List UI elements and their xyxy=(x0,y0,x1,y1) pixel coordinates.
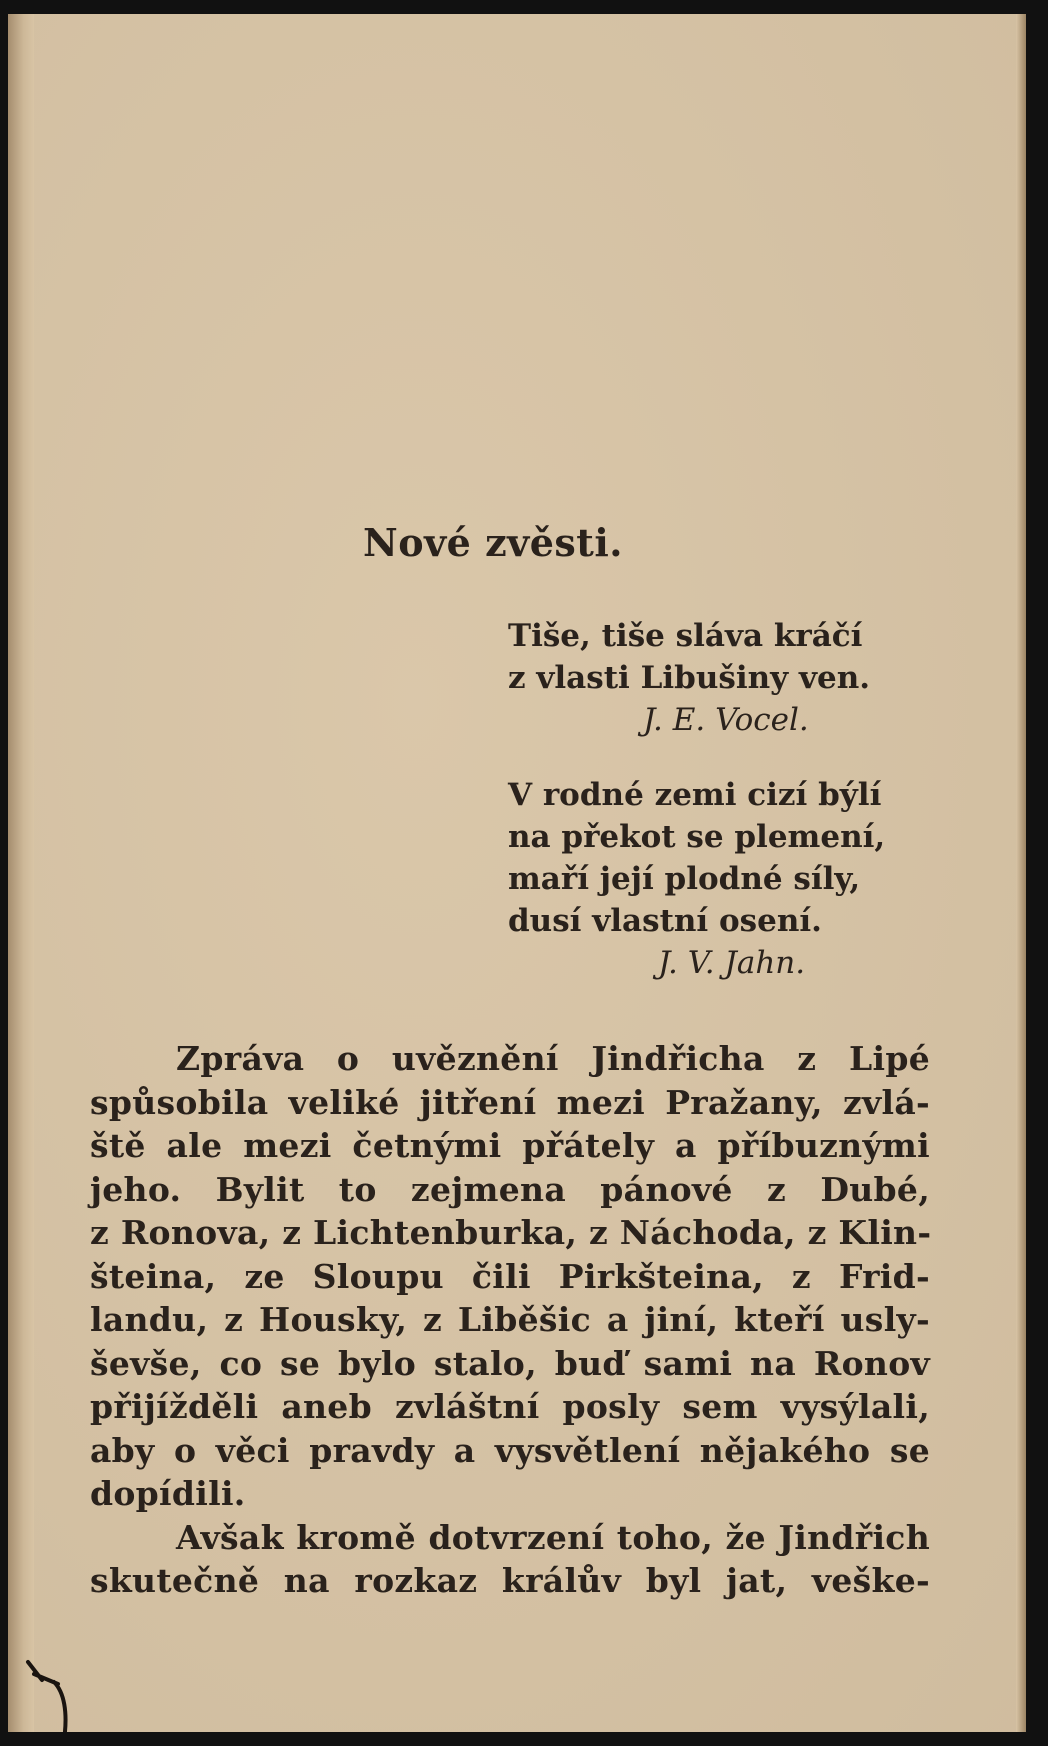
paragraph-line: přijížděli aneb zvláštní posly sem vysýlali, xyxy=(90,1387,930,1426)
page-right-edge xyxy=(1016,14,1026,1732)
paragraph-line: Zpráva o uvěznění Jindřicha z Lipé xyxy=(176,1039,930,1078)
paragraph-line: landu, z Housky, z Liběšic a jiní, kteří usly- xyxy=(90,1300,930,1339)
motto-line: maří její plodné síly, xyxy=(508,861,861,897)
page-binding-edge xyxy=(8,14,34,1732)
motto-vocel xyxy=(508,615,870,741)
paragraph-line: spůsobila veliké jitření mezi Pražany, zvlá- xyxy=(90,1082,930,1122)
motto-line: na překot se plemení, xyxy=(508,819,886,855)
motto-jahn xyxy=(508,774,885,984)
motto-line: Tiše, tiše sláva kráčí xyxy=(508,618,863,654)
paragraph-line: skutečně na rozkaz králův byl jat, veške- xyxy=(90,1561,930,1600)
motto-author: J. V. Jahn. xyxy=(658,945,806,981)
book-page xyxy=(8,14,1026,1732)
paragraph-line: z Ronova, z Lichtenburka, z Náchoda, z Klin- xyxy=(90,1213,932,1252)
motto-author: J. E. Vocel. xyxy=(643,702,809,738)
body-text xyxy=(90,1037,930,1603)
motto-line: z vlasti Libušiny ven. xyxy=(508,660,871,696)
paragraph-line: ševše, co se bylo stalo, buď sami na Ronov xyxy=(90,1343,930,1383)
paragraph-line: šteina, ze Sloupu čili Pirkšteina, z Frid- xyxy=(90,1256,930,1296)
paragraph-line: aby o věci pravdy a vysvětlení nějakého se xyxy=(90,1430,930,1470)
paragraph-line: jeho. Bylit to zejmena pánové z Dubé, xyxy=(90,1169,930,1209)
paragraph-line: dopídili. xyxy=(90,1474,246,1513)
motto-line: dusí vlastní osení. xyxy=(508,903,822,939)
motto-line: V rodné zemi cizí býlí xyxy=(508,777,882,813)
chapter-title: Nové zvěsti. xyxy=(363,520,624,565)
paragraph-line: Avšak kromě dotvrzení toho, že Jindřich xyxy=(176,1517,930,1557)
paragraph-line: ště ale mezi četnými přátely a příbuznými xyxy=(90,1126,930,1165)
pencil-mark xyxy=(24,1632,84,1732)
